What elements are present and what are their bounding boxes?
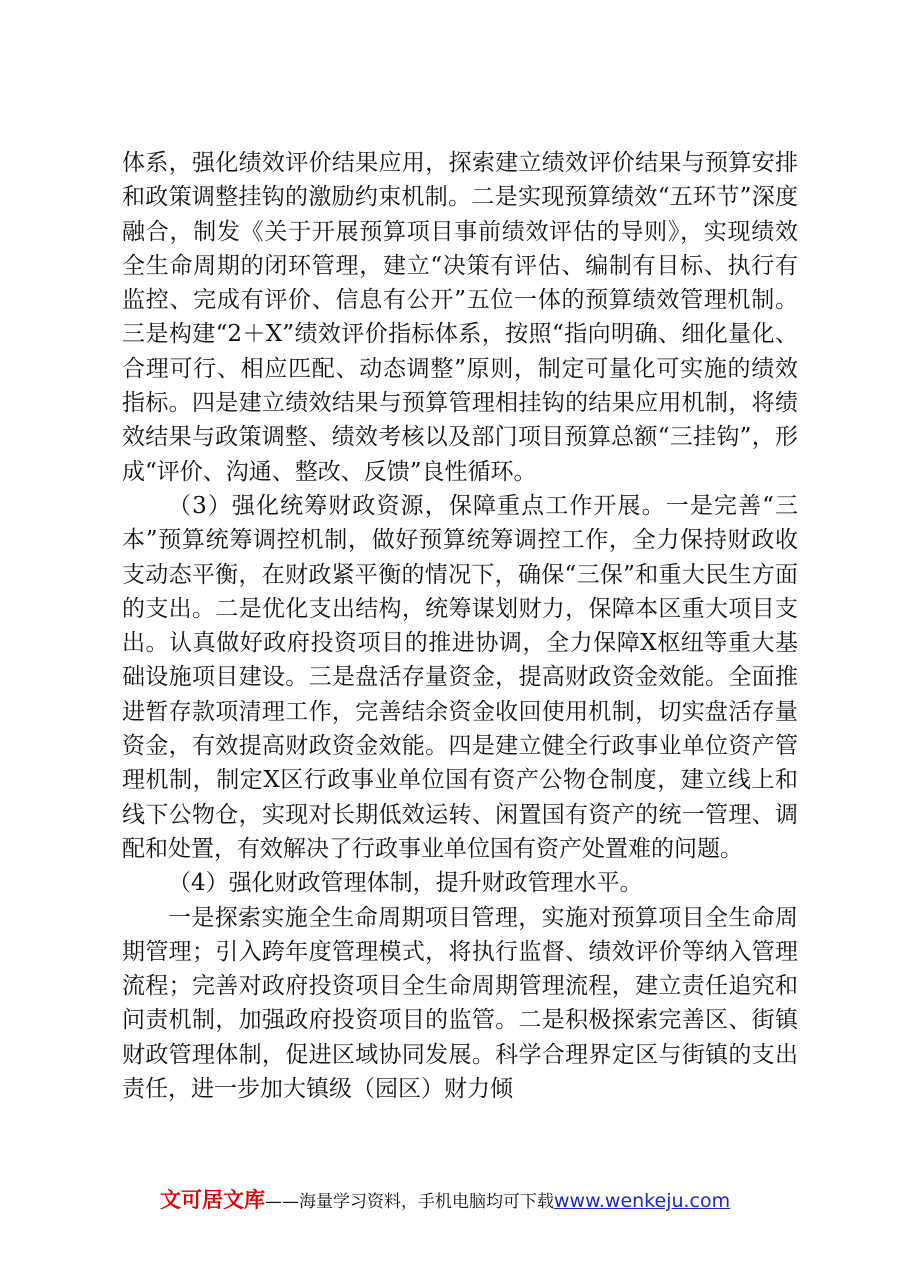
paragraph-section-3: （3）强化统筹财政资源，保障重点工作开展。一是完善“三本”预算统筹调控机制，做好预算统筹调控工作，全力保持财政收支动态平衡，在财政紧平衡的情况下，确保“三保”和重大民生方面的支出。二是优化支出结构，统筹谋划财力，保障本区重大项目支出。认真做好政府投资项目的推进协调，全力保障X枢纽等重大基础设施项目建设。三是盘活存量资金，提高财政资金效能。全面推进暂存款项清理工作，完善结余资金收回使用机制，切实盘活存量资金，有效提高财政资金效能。四是建立健全行政事业单位资产管理机制，制定X区行政事业单位国有资产公物仓制度，建立线上和线下公物仓，实现对长期低效运转、闲置国有资产的统一管理、调配和处置，有效解决了行政事业单位国有资产处置难的问题。 [122, 492, 798, 862]
paragraph-section-4-body: 一是探索实施全生命周期项目管理，实施对预算项目全生命周期管理；引入跨年度管理模式，将执行监督、绩效评价等纳入管理流程；完善对政府投资项目全生命周期管理流程，建立责任追究和问责机制，加强政府投资项目的监管。二是积极探索完善区、街镇财政管理体制，促进区域协同发展。科学合理界定区与街镇的支出责任，进一步加大镇级（园区）财力倾 [122, 904, 798, 1103]
footer-banner [160, 1184, 800, 1214]
document-body [122, 146, 798, 1106]
paragraph-section-4-heading: （4）强化财政管理体制，提升财政管理水平。 [168, 870, 643, 897]
footer-site-link[interactable]: www.wenkeju.com [554, 1190, 731, 1212]
footer-slogan: ——海量学习资料，手机电脑均可下载 [265, 1192, 554, 1212]
footer-brand: 文可居文库 [160, 1188, 265, 1212]
paragraph-continuation: 体系，强化绩效评价结果应用，探索建立绩效评价结果与预算安排和政策调整挂钩的激励约束机制。二是实现预算绩效“五环节”深度融合，制发《关于开展预算项目事前绩效评估的导则》，实现绩效全生命周期的闭环管理，建立“决策有评估、编制有目标、执行有监控、完成有评价、信息有公开”五位一体的预算绩效管理机制。三是构建“2＋X”绩效评价指标体系，按照“指向明确、细化量化、合理可行、相应匹配、动态调整”原则，制定可量化可实施的绩效指标。四是建立绩效结果与预算管理相挂钩的结果应用机制，将绩效结果与政策调整、绩效考核以及部门项目预算总额“三挂钩”，形成“评价、沟通、整改、反馈”良性循环。 [122, 150, 798, 485]
